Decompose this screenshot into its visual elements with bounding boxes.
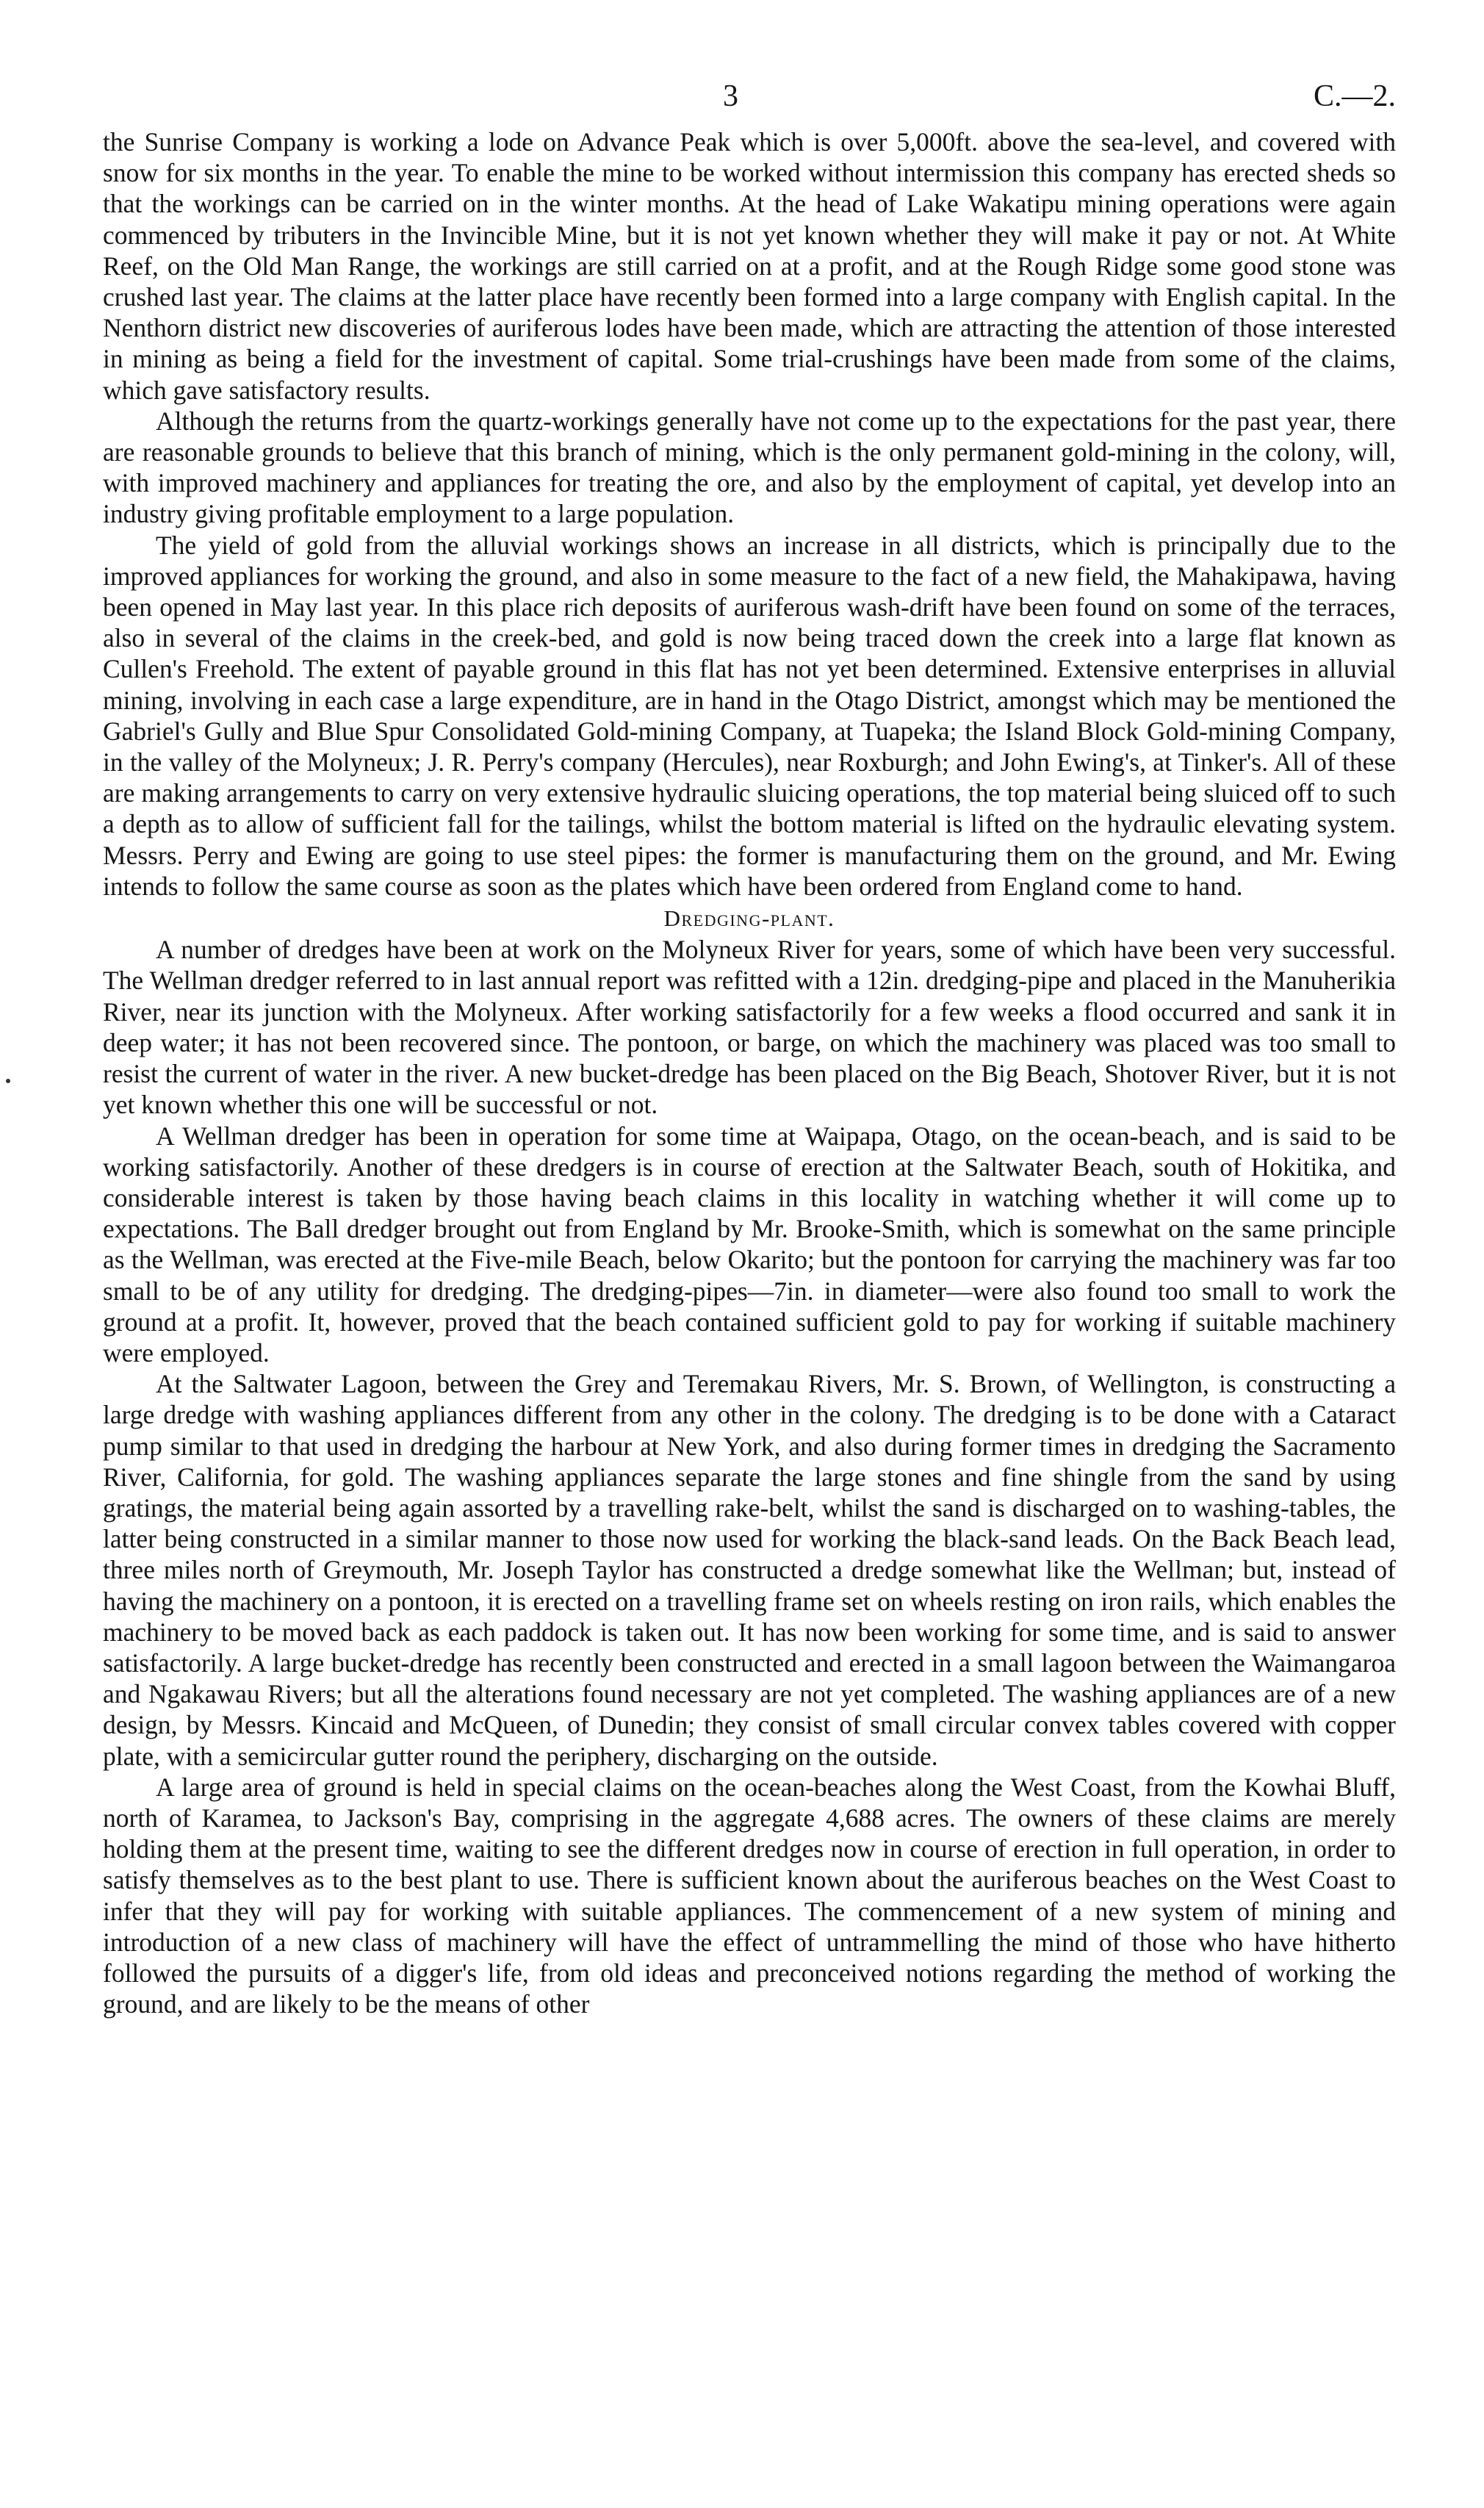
page-header — [103, 81, 1396, 126]
paragraph: At the Saltwater Lagoon, between the Grey and Teremakau Rivers, Mr. S. Brown, of Wellington, is constructing a large dredge with washing appliances different from any other in the colony. The dredging is to be done with a Cataract pump similar to that used in dredging the harbour at New York, and also during former times in dredging the Sacramento River, California, for gold. The washing appliances separate the large stones and fine shingle from the sand by using gratings, the material being again assorted by a travelling rake-belt, whilst the sand is discharged on to washing-tables, the latter being constructed in a similar manner to those now used for working the black-sand leads. On the Back Beach lead, three miles north of Greymouth, Mr. Joseph Taylor has constructed a dredge somewhat like the Wellman; but, instead of having the machinery on a pontoon, it is erected on a travelling frame set on wheels resting on iron rails, which enables the machinery to be moved back as each paddock is taken out. It has now been working for some time, and is said to answer satisfactorily. A large bucket-dredge has recently been constructed and erected in a small lagoon between the Waimangaroa and Ngakawau Rivers; but all the alterations found necessary are not yet completed. The washing appliances are of a new design, by Messrs. Kincaid and McQueen, of Dunedin; they consist of small circular convex tables covered with copper plate, with a semicircular gutter round the periphery, discharging on the outside. — [103, 1369, 1396, 1771]
paragraph: A large area of ground is held in special claims on the ocean-beaches along the West Coast, from the Kowhai Bluff, north of Karamea, to Jackson's Bay, comprising in the aggregate 4,688 acres. The owners of these claims are merely holding them at the present time, waiting to see the different dredges now in course of erection in full operation, in order to satisfy themselves as to the best plant to use. There is sufficient known about the auriferous beaches on the West Coast to infer that they will pay for working with suitable appliances. The commencement of a new system of mining and introduction of a new class of machinery will have the effect of untrammelling the mind of those who have hitherto followed the pursuits of a digger's life, from old ideas and preconceived notions regarding the method of working the ground, and are likely to be the means of other — [103, 1772, 1396, 2019]
document-code: C.—2. — [1313, 79, 1396, 113]
document-page — [103, 81, 1396, 2019]
paragraph: the Sunrise Company is working a lode on Advance Peak which is over 5,000ft. above the sea-level, and covered with snow for six months in the year. To enable the mine to be worked without intermission this company has erected sheds so that the workings can be carried on in the winter months. At the head of Lake Wakatipu mining operations were again commenced by tributers in the Invincible Mine, but it is not yet known whether they will make it pay or not. At White Reef, on the Old Man Range, the workings are still carried on at a profit, and at the Rough Ridge some good stone was crushed last year. The claims at the latter place have recently been formed into a large company with English capital. In the Nenthorn district new discoveries of auriferous lodes have been made, which are attracting the attention of those interested in mining as being a field for the investment of capital. Some trial-crushings have been made from some of the claims, which gave satisfactory results. — [103, 127, 1396, 405]
paragraph: A Wellman dredger has been in operation for some time at Waipapa, Otago, on the ocean-beach, and is said to be working satisfactorily. Another of these dredgers is in course of erection at the Saltwater Beach, south of Hokitika, and considerable interest is taken by those having beach claims in this locality in watching whether it will come up to expectations. The Ball dredger brought out from England by Mr. Brooke-Smith, which is somewhat on the same principle as the Wellman, was erected at the Five-mile Beach, below Okarito; but the pontoon for carrying the machinery was far too small to be of any utility for dredging. The dredging-pipes—7in. in diameter—were also found too small to work the ground at a profit. It, however, proved that the beach contained sufficient gold to pay for working if suitable machinery were employed. — [103, 1121, 1396, 1368]
margin-dot — [6, 1079, 10, 1083]
paragraph: Although the returns from the quartz-workings generally have not come up to the expectations for the past year, there are reasonable grounds to believe that this branch of mining, which is the only permanent gold-mining in the colony, will, with improved machinery and appliances for treating the ore, and also by the employment of capital, yet develop into an industry giving profitable employment to a large population. — [103, 406, 1396, 529]
body-text-before — [103, 126, 1396, 902]
paragraph: A number of dredges have been at work on the Molyneux River for years, some of which have been very successful. The Wellman dredger referred to in last annual report was refitted with a 12in. dredging-pipe and placed in the Manuherikia River, near its junction with the Molyneux. After working satisfactorily for a few weeks a flood occurred and sank it in deep water; it has not been recovered since. The pontoon, or barge, on which the machinery was placed was too small to resist the current of water in the river. A new bucket-dredge has been placed on the Big Beach, Shotover River, but it is not yet known whether this one will be successful or not. — [103, 935, 1396, 1120]
page-number: 3 — [723, 79, 738, 113]
body-text-after — [103, 934, 1396, 2019]
paragraph: The yield of gold from the alluvial workings shows an increase in all districts, which is principally due to the improved appliances for working the ground, and also in some measure to the fact of a new field, the Mahakipawa, having been opened in May last year. In this place rich deposits of auriferous wash-drift have been found on some of the terraces, also in several of the claims in the creek-bed, and gold is now being traced down the creek into a large flat known as Cullen's Freehold. The extent of payable ground in this flat has not yet been determined. Extensive enterprises in alluvial mining, involving in each case a large expenditure, are in hand in the Otago District, amongst which may be mentioned the Gabriel's Gully and Blue Spur Consolidated Gold-mining Company, at Tuapeka; the Island Block Gold-mining Company, in the valley of the Molyneux; J. R. Perry's company (Hercules), near Roxburgh; and John Ewing's, at Tinker's. All of these are making arrangements to carry on very extensive hydraulic sluicing operations, the top material being sluiced off to such a depth as to allow of sufficient fall for the tailings, whilst the bottom material is lifted on the hydraulic elevating system. Messrs. Perry and Ewing are going to use steel pipes: the former is manufacturing them on the ground, and Mr. Ewing intends to follow the same course as soon as the plates which have been ordered from England come to hand. — [103, 530, 1396, 901]
section-heading: Dredging-plant. — [663, 905, 835, 932]
